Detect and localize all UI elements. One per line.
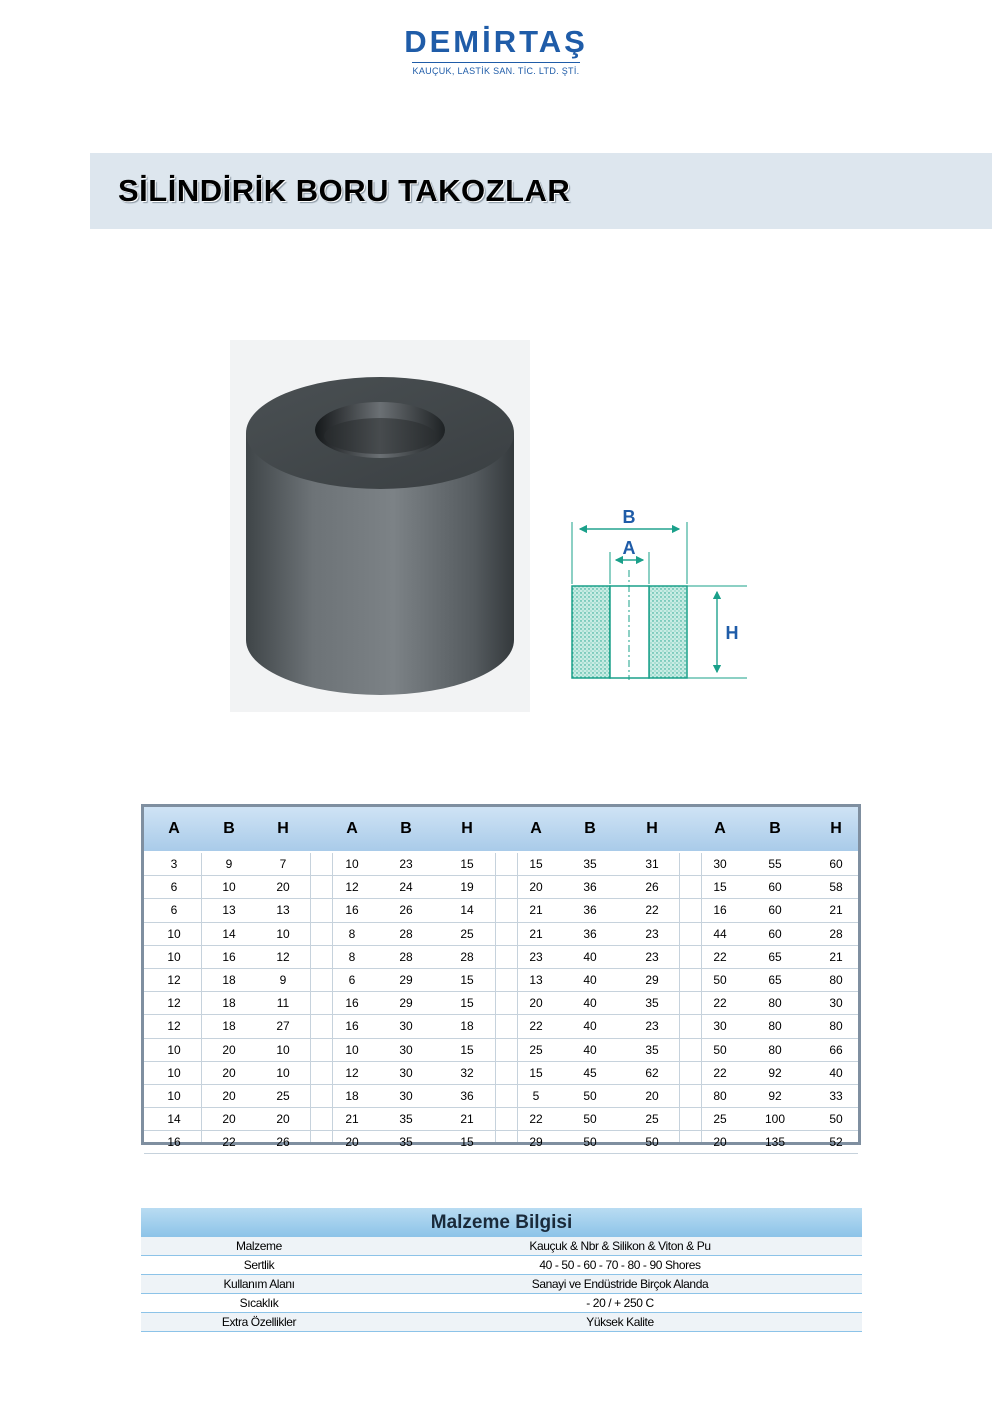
table-cell: 6 — [170, 903, 178, 918]
table-cell: 29 — [399, 972, 413, 987]
table-cell: 15 — [460, 1042, 474, 1057]
table-cell: 35 — [645, 1042, 659, 1057]
table-cell: 10 — [345, 857, 359, 871]
dimension-table-header — [144, 807, 858, 851]
table-cell: 23 — [645, 1019, 659, 1034]
column-divider — [332, 853, 333, 1142]
table-cell: 20 — [713, 1135, 727, 1150]
table-cell: 8 — [348, 926, 356, 941]
table-cell: 27 — [276, 1019, 290, 1034]
material-label: Sertlik — [243, 1258, 275, 1272]
table-row — [144, 899, 858, 922]
table-cell: 20 — [276, 880, 290, 895]
table-cell: 21 — [345, 1112, 359, 1127]
table-row — [144, 876, 858, 899]
table-cell: 80 — [829, 1019, 843, 1034]
table-cell: 18 — [460, 1019, 474, 1034]
table-cell: 40 — [583, 996, 597, 1011]
diagram-label-h: H — [725, 623, 739, 643]
material-label: Malzeme — [236, 1239, 282, 1253]
table-cell: 20 — [222, 1042, 236, 1057]
material-row — [141, 1256, 862, 1275]
table-cell: 18 — [222, 996, 236, 1011]
table-cell: 7 — [279, 857, 287, 871]
table-cell: 35 — [399, 1135, 413, 1150]
table-cell: 92 — [768, 1088, 782, 1103]
table-cell: 40 — [583, 949, 597, 964]
column-header: B — [584, 820, 596, 837]
table-cell: 33 — [829, 1088, 843, 1103]
column-header: A — [346, 820, 358, 837]
table-cell: 10 — [167, 926, 181, 941]
table-cell: 60 — [829, 857, 843, 871]
table-row — [144, 1062, 858, 1085]
table-row — [144, 1015, 858, 1038]
table-cell: 22 — [529, 1112, 543, 1127]
table-cell: 5 — [532, 1088, 540, 1103]
company-logo — [0, 24, 992, 76]
table-cell: 12 — [345, 1065, 359, 1080]
table-cell: 12 — [167, 996, 181, 1011]
table-cell: 80 — [713, 1088, 727, 1103]
table-cell: 18 — [345, 1088, 359, 1103]
table-cell: 16 — [713, 903, 727, 918]
table-cell: 22 — [713, 1065, 727, 1080]
table-cell: 15 — [460, 857, 474, 871]
table-cell: 25 — [460, 926, 474, 941]
table-cell: 16 — [167, 1135, 181, 1150]
table-cell: 16 — [345, 996, 359, 1011]
material-row — [141, 1237, 862, 1256]
column-header: A — [714, 820, 726, 837]
table-cell: 45 — [583, 1065, 597, 1080]
table-cell: 3 — [170, 857, 178, 871]
table-row — [144, 1085, 858, 1108]
column-header: A — [168, 820, 180, 837]
material-info-body — [141, 1237, 862, 1332]
column-divider — [310, 853, 311, 1142]
table-cell: 16 — [222, 949, 236, 964]
material-value: - 20 / + 250 C — [586, 1296, 654, 1310]
table-cell: 23 — [529, 949, 543, 964]
column-header: B — [400, 820, 412, 837]
table-cell: 29 — [399, 996, 413, 1011]
column-header: H — [461, 820, 473, 837]
table-cell: 30 — [399, 1065, 413, 1080]
table-cell: 20 — [529, 880, 543, 895]
dimension-table — [141, 804, 861, 1150]
table-cell: 22 — [713, 996, 727, 1011]
table-cell: 21 — [529, 926, 543, 941]
table-cell: 10 — [167, 1088, 181, 1103]
table-row — [144, 992, 858, 1015]
table-cell: 60 — [768, 880, 782, 895]
table-cell: 36 — [583, 926, 597, 941]
table-cell: 18 — [222, 1019, 236, 1034]
table-cell: 16 — [345, 1019, 359, 1034]
table-cell: 80 — [768, 1042, 782, 1057]
table-cell: 23 — [399, 857, 413, 871]
table-cell: 65 — [768, 972, 782, 987]
table-cell: 30 — [713, 1019, 727, 1034]
table-cell: 58 — [829, 880, 843, 895]
table-cell: 35 — [399, 1112, 413, 1127]
table-cell: 6 — [170, 880, 178, 895]
table-cell: 62 — [645, 1065, 659, 1080]
table-cell: 21 — [829, 903, 843, 918]
column-header: A — [530, 820, 542, 837]
table-cell: 50 — [713, 1042, 727, 1057]
table-cell: 29 — [529, 1135, 543, 1150]
table-cell: 20 — [345, 1135, 359, 1150]
table-cell: 30 — [713, 857, 727, 871]
table-cell: 65 — [768, 949, 782, 964]
material-info-table — [141, 1208, 862, 1332]
table-cell: 15 — [713, 880, 727, 895]
table-cell: 36 — [460, 1088, 474, 1103]
material-row — [141, 1313, 862, 1332]
table-cell: 80 — [768, 1019, 782, 1034]
table-cell: 60 — [768, 926, 782, 941]
table-cell: 20 — [222, 1065, 236, 1080]
table-cell: 6 — [348, 972, 356, 987]
table-cell: 9 — [225, 857, 233, 871]
table-cell: 21 — [829, 949, 843, 964]
table-cell: 60 — [768, 903, 782, 918]
table-cell: 13 — [222, 903, 236, 918]
table-cell: 21 — [529, 903, 543, 918]
column-divider — [679, 853, 680, 1142]
table-cell: 30 — [399, 1042, 413, 1057]
table-cell: 15 — [529, 1065, 543, 1080]
table-cell: 8 — [348, 949, 356, 964]
table-cell: 13 — [276, 903, 290, 918]
table-cell: 15 — [460, 996, 474, 1011]
table-cell: 22 — [645, 903, 659, 918]
table-cell: 20 — [645, 1088, 659, 1103]
table-cell: 32 — [460, 1065, 474, 1080]
material-label: Sıcaklık — [239, 1296, 279, 1310]
table-cell: 12 — [167, 1019, 181, 1034]
table-cell: 23 — [645, 949, 659, 964]
logo-name: DEMİRTAŞ — [404, 24, 588, 59]
column-header: H — [646, 820, 658, 837]
table-cell: 10 — [276, 926, 290, 941]
table-cell: 36 — [583, 880, 597, 895]
table-cell: 50 — [583, 1088, 597, 1103]
table-cell: 20 — [276, 1112, 290, 1127]
table-cell: 20 — [222, 1088, 236, 1103]
dimension-table-body — [144, 853, 858, 1154]
table-row — [144, 1108, 858, 1131]
table-cell: 28 — [399, 926, 413, 941]
table-cell: 44 — [713, 926, 727, 941]
table-cell: 29 — [645, 972, 659, 987]
table-cell: 9 — [279, 972, 287, 987]
table-cell: 26 — [399, 903, 413, 918]
table-cell: 100 — [764, 1112, 786, 1127]
column-divider — [495, 853, 496, 1142]
column-divider — [517, 853, 518, 1142]
table-cell: 92 — [768, 1065, 782, 1080]
table-cell: 25 — [713, 1112, 727, 1127]
table-row — [144, 853, 858, 876]
material-info-title: Malzeme Bilgisi — [141, 1208, 862, 1237]
table-cell: 22 — [713, 949, 727, 964]
table-cell: 22 — [222, 1135, 236, 1150]
table-cell: 10 — [222, 880, 236, 895]
table-cell: 14 — [460, 903, 474, 918]
table-cell: 28 — [460, 949, 474, 964]
dimension-diagram — [560, 500, 760, 690]
table-cell: 12 — [276, 949, 290, 964]
title-band — [90, 153, 992, 229]
material-label: Kullanım Alanı — [223, 1277, 295, 1291]
table-cell: 80 — [768, 996, 782, 1011]
table-cell: 25 — [529, 1042, 543, 1057]
page-title: SİLİNDİRİK BORU TAKOZLAR — [118, 173, 571, 208]
column-divider — [201, 853, 202, 1142]
table-cell: 28 — [829, 926, 843, 941]
table-cell: 30 — [829, 996, 843, 1011]
table-cell: 19 — [460, 880, 474, 895]
table-cell: 23 — [645, 926, 659, 941]
material-row — [141, 1275, 862, 1294]
table-cell: 36 — [583, 903, 597, 918]
table-cell: 40 — [583, 972, 597, 987]
material-row — [141, 1294, 862, 1313]
table-cell: 10 — [167, 1042, 181, 1057]
table-cell: 11 — [276, 996, 290, 1011]
table-cell: 35 — [583, 857, 597, 871]
table-cell: 14 — [222, 926, 236, 941]
table-cell: 12 — [345, 880, 359, 895]
table-cell: 24 — [399, 880, 413, 895]
table-cell: 35 — [645, 996, 659, 1011]
table-cell: 13 — [529, 972, 543, 987]
table-cell: 30 — [399, 1019, 413, 1034]
table-cell: 50 — [829, 1112, 843, 1127]
column-header: B — [223, 820, 235, 837]
table-cell: 55 — [768, 857, 782, 871]
table-row — [144, 923, 858, 946]
table-cell: 26 — [645, 880, 659, 895]
column-header: B — [769, 820, 781, 837]
logo-divider — [412, 62, 580, 63]
table-cell: 21 — [460, 1112, 474, 1127]
material-value: Sanayi ve Endüstride Birçok Alanda — [531, 1277, 709, 1291]
table-cell: 18 — [222, 972, 236, 987]
table-cell: 22 — [529, 1019, 543, 1034]
table-cell: 14 — [167, 1112, 181, 1127]
table-cell: 40 — [829, 1065, 843, 1080]
table-cell: 10 — [167, 949, 181, 964]
table-cell: 10 — [167, 1065, 181, 1080]
table-cell: 50 — [713, 972, 727, 987]
table-cell: 80 — [829, 972, 843, 987]
material-value: Kauçuk & Nbr & Silikon & Viton & Pu — [529, 1239, 711, 1253]
table-cell: 10 — [276, 1042, 290, 1057]
table-cell: 30 — [399, 1088, 413, 1103]
material-value: 40 - 50 - 60 - 70 - 80 - 90 Shores — [539, 1258, 701, 1272]
table-cell: 15 — [460, 1135, 474, 1150]
table-cell: 15 — [529, 857, 543, 871]
table-cell: 31 — [645, 857, 659, 871]
table-cell: 26 — [276, 1135, 290, 1150]
table-cell: 20 — [222, 1112, 236, 1127]
table-cell: 52 — [829, 1135, 843, 1150]
product-image — [230, 340, 530, 712]
table-cell: 10 — [345, 1042, 359, 1057]
table-cell: 16 — [345, 903, 359, 918]
table-cell: 50 — [645, 1135, 659, 1150]
column-header: H — [830, 820, 842, 837]
logo-subtitle: KAUÇUK, LASTİK SAN. TİC. LTD. ŞTİ. — [412, 66, 580, 76]
table-row — [144, 946, 858, 969]
diagram-label-b: B — [622, 507, 636, 527]
table-cell: 50 — [583, 1135, 597, 1150]
table-cell: 10 — [276, 1065, 290, 1080]
material-value: Yüksek Kalite — [586, 1315, 654, 1329]
table-cell: 50 — [583, 1112, 597, 1127]
table-cell: 66 — [829, 1042, 843, 1057]
table-cell: 40 — [583, 1019, 597, 1034]
column-header: H — [277, 820, 289, 837]
table-cell: 20 — [529, 996, 543, 1011]
column-divider — [701, 853, 702, 1142]
table-cell: 25 — [276, 1088, 290, 1103]
table-row — [144, 1131, 858, 1154]
table-row — [144, 969, 858, 992]
diagram-label-a: A — [622, 538, 636, 558]
table-cell: 12 — [167, 972, 181, 987]
table-cell: 28 — [399, 949, 413, 964]
table-cell: 15 — [460, 972, 474, 987]
material-label: Extra Özellikler — [221, 1315, 297, 1329]
table-row — [144, 1039, 858, 1062]
table-cell: 25 — [645, 1112, 659, 1127]
table-cell: 40 — [583, 1042, 597, 1057]
table-cell: 135 — [764, 1135, 786, 1150]
